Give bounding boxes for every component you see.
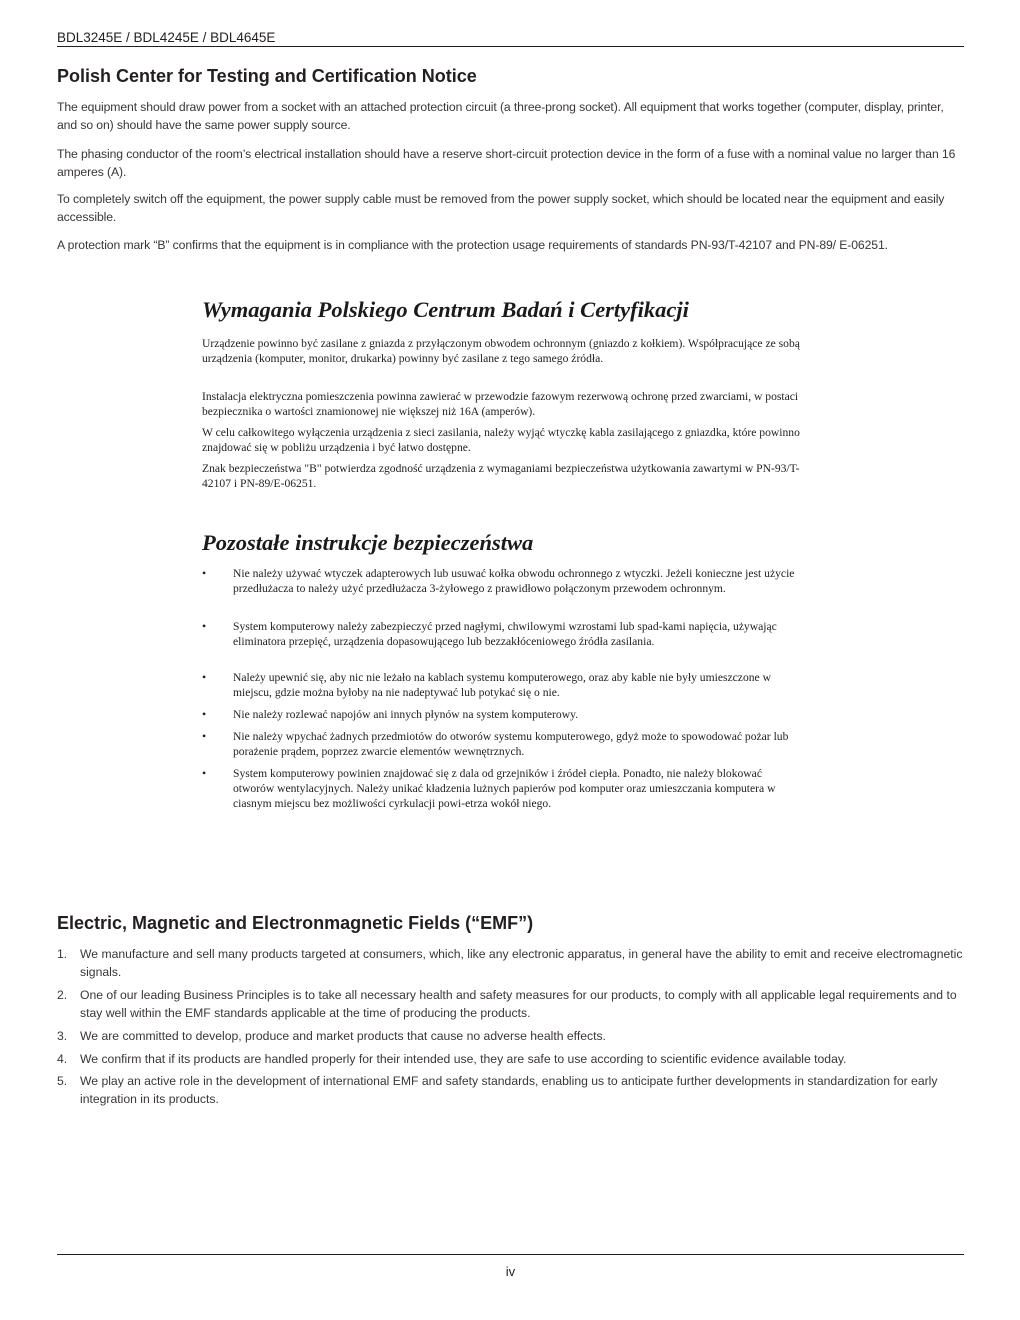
paragraph: The equipment should draw power from a socket with an attached protection circuit (a three-prong socket). All equipment that works together (computer, display, printer, and so on) should have the same power supply source. [57, 100, 944, 132]
scan-bullet-text: Nie należy wpychać żadnych przedmiotów do otworów systemu komputerowego, gdyż może to spowodować pożar lub porażenie prądem, poprzez zwarcie elementów wewnętrznych. [233, 730, 789, 758]
page-header: BDL3245E / BDL4245E / BDL4645E [57, 30, 964, 47]
paragraph: To completely switch off the equipment, the power supply cable must be removed from the power supply socket, which should be located near the equipment and easily accessible. [57, 192, 945, 224]
list-item-text: One of our leading Business Principles is to take all necessary health and safety measures for our products, to comply with all applicable legal requirements and to stay well within the EMF standards applicable at the time of producing the products. [80, 988, 957, 1020]
bullet-icon: • [202, 766, 207, 780]
page-number: iv [505, 1264, 516, 1279]
list-item-text: We play an active role in the development of international EMF and safety standards, enabling us to anticipate further developments in standardization for early integration in its products. [80, 1074, 938, 1106]
scan-bullet-text: Nie należy używać wtyczek adapterowych lub usuwać kołka obwodu ochronnego z wtyczki. Jeżeli konieczne jest użycie przedłużacza to należy użyć przedłużacza 3-żyłowego z prawidłowo połączonym przewodem ochronnym. [233, 567, 795, 595]
scan-paragraph: Instalacja elektryczna pomieszczenia powinna zawierać w przewodzie fazowym rezerwową ochronę przed zwarciami, w postaci bezpiecznika o wartości znamionowej nie większej niż 16A (amperów). [202, 390, 799, 418]
list-number: 1. [57, 947, 68, 961]
scan-bullet-text: Należy upewnić się, aby nic nie leżało na kablach systemu komputerowego, oraz aby kable nie były umieszczone w miejscu, gdzie można byłoby na nie nadeptywać lub potykać się o nie. [233, 671, 771, 699]
scan-bullet-text: Nie należy rozlewać napojów ani innych płynów na system komputerowy. [233, 708, 579, 721]
bullet-icon: • [202, 729, 207, 743]
bullet-icon: • [202, 707, 207, 721]
scan-bullet-text: System komputerowy należy zabezpieczyć przed nagłymi, chwilowymi wzrostami lub spad-kami napięcia, używając eliminatora przepięć, urządzenia dopasowującego lub bezzakłóceniowego źródła zasilania. [233, 620, 777, 648]
paragraph: The phasing conductor of the room’s electrical installation should have a reserve short-circuit protection device in the form of a fuse with a nominal value no larger than 16 amperes (A). [57, 147, 956, 179]
list-item-text: We are committed to develop, produce and market products that cause no adverse health effects. [80, 1029, 606, 1043]
scan-bullet-text: System komputerowy powinien znajdować się z dala od grzejników i źródeł ciepła. Ponadto, nie należy blokować otworów wentylacyjnych. Należy unikać kładzenia lużnych papierów pod komputer oraz umieszczania komputera w ciasnym miejscu bez możliwości cyrkulacji powi-etrza wokół niego. [233, 767, 776, 810]
scan-paragraph: W celu całkowitego wyłączenia urządzenia z sieci zasilania, należy wyjąć wtyczkę kabla zasilającego z gniazdka, które powinno znajdować się w pobliżu urządzenia i być łatwo dostępne. [202, 426, 800, 454]
scan-subtitle: Pozostałe instrukcje bezpieczeństwa [202, 530, 534, 555]
paragraph: A protection mark “B” confirms that the equipment is in compliance with the protection usage requirements of standards PN-93/T-42107 and PN-89/ E-06251. [57, 238, 888, 252]
bullet-icon: • [202, 619, 207, 633]
list-number: 2. [57, 988, 68, 1002]
bullet-icon: • [202, 566, 207, 580]
list-number: 3. [57, 1029, 68, 1043]
footer-divider [57, 1254, 964, 1255]
list-number: 5. [57, 1074, 68, 1088]
section-title-emf: Electric, Magnetic and Electronmagnetic Fields (“EMF”) [57, 913, 534, 933]
list-number: 4. [57, 1052, 68, 1066]
list-item-text: We confirm that if its products are handled properly for their intended use, they are safe to use according to scientific evidence available today. [80, 1052, 847, 1066]
section-title-polish-notice: Polish Center for Testing and Certification Notice [57, 66, 477, 86]
scan-paragraph: Urządzenie powinno być zasilane z gniazda z przyłączonym obwodem ochronnym (gniazdo z kołkiem). Współpracujące ze sobą urządzenia (komputer, monitor, drukarka) powinny być zasilane z tego samego źródła. [202, 337, 800, 365]
scan-paragraph: Znak bezpieczeństwa "B" potwierdza zgodność urządzenia z wymaganiami bezpieczeństwa użytkowania zawartymi w PN-93/T-42107 i PN-89/E-06251. [202, 462, 800, 490]
scan-title: Wymagania Polskiego Centrum Badań i Certyfikacji [202, 297, 689, 322]
bullet-icon: • [202, 670, 207, 684]
list-item-text: We manufacture and sell many products targeted at consumers, which, like any electronic apparatus, in general have the ability to emit and receive electromagnetic signals. [80, 947, 963, 979]
